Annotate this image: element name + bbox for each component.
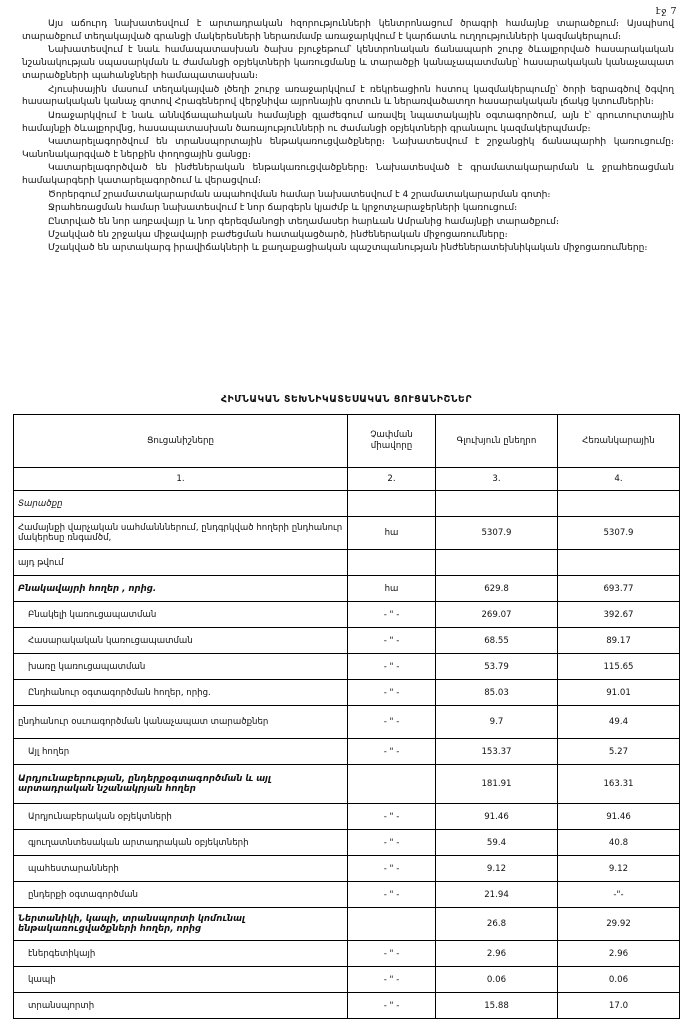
row-unit: հա xyxy=(348,517,436,550)
row-label: Բնակելի կառուցապատման xyxy=(14,602,348,628)
row-label: ընդհանուր օսւոագործման կանաչապատ տարածքներ xyxy=(14,706,348,739)
row-value-prospective: -"- xyxy=(558,882,680,908)
row-label: Հասարակական կառուցապատման xyxy=(14,628,348,654)
numbering-1: 1. xyxy=(14,468,348,491)
table-title: ՀԻՄՆԱԿԱՆ ՏԵԽՆԻԿԱՏԵՍԱԿԱՆ ՑՈՒՑԱՆԻՇՆԵՐ xyxy=(220,394,473,405)
row-value-prospective: 0.06 xyxy=(558,967,680,993)
row-unit: - " - xyxy=(348,706,436,739)
row-value-prospective xyxy=(558,550,680,576)
row-value-current: 0.06 xyxy=(436,967,558,993)
row-value-current: 15.88 xyxy=(436,993,558,1019)
row-value-prospective: 49.4 xyxy=(558,706,680,739)
row-unit: - " - xyxy=(348,993,436,1019)
row-unit: - " - xyxy=(348,628,436,654)
paragraph: Ընտրված են նոր աղբավայր և նոր գերեզմանոցի տեղամասեր հարևան Ամրանից համայնքի տարածքում։ xyxy=(48,216,559,227)
row-label: Ընդհանուր օգտագործման հողեր, որից. xyxy=(14,680,348,706)
row-value-current: 91.46 xyxy=(436,804,558,830)
table-row xyxy=(14,804,680,830)
paragraph: Ծորերգում շրամատակարարման ապահովման համար նախատեսվում է 4 շրամատակարարման գոտի։ xyxy=(48,189,551,200)
paragraph: Այս աճուրդ նախատեսվում է արտադրական հզորությունների կենտրոնացում ծրագրի համայնք տարածքում։ Այսպիսով տարածքում տեղակայված գրանցի մակերեսների ներառմամբ առաջարկվում է կարճատև ուղղությունների կազմակերպում։ xyxy=(22,19,674,42)
row-value-current: 59.4 xyxy=(436,830,558,856)
row-unit xyxy=(348,908,436,941)
row-label: Բնակավայրի հողեր , որից. xyxy=(14,576,348,602)
table-row xyxy=(14,882,680,908)
row-value-current: 9.7 xyxy=(436,706,558,739)
row-label: ընդերքի օգտագործման xyxy=(14,882,348,908)
row-label: պահեստարանների xyxy=(14,856,348,882)
row-value-current: 21.94 xyxy=(436,882,558,908)
body-text-block xyxy=(22,18,674,256)
table-numbering-row xyxy=(14,468,680,491)
row-unit: - " - xyxy=(348,680,436,706)
row-unit: - " - xyxy=(348,882,436,908)
row-value-prospective: 9.12 xyxy=(558,856,680,882)
row-value-prospective: 392.67 xyxy=(558,602,680,628)
header-unit: Չափման միավորը xyxy=(348,415,436,468)
row-value-prospective: 17.0 xyxy=(558,993,680,1019)
row-label: այդ թվում xyxy=(14,550,348,576)
row-unit xyxy=(348,550,436,576)
table-row xyxy=(14,941,680,967)
row-unit: - " - xyxy=(348,830,436,856)
row-label: Այլ հողեր xyxy=(14,739,348,765)
row-value-current: 181.91 xyxy=(436,765,558,804)
paragraph: Նախատեսվում է նաև համապատասխան ծախս բյուջեթում՝ կենտրոնական ճանապարհ շուրջ ծևալքորված հասարակական նշանակության սպասարկման և ժամանցի օբյեկտների կառուցմանը և տարածքի կանաչապատմանը՝ հասարակական կանաչապատ տարածքների պահանջների համապատասխան։ xyxy=(22,45,674,82)
row-unit xyxy=(348,491,436,517)
table-row xyxy=(14,993,680,1019)
row-label: Արդյունաբերական օբյեկտների xyxy=(14,804,348,830)
table-row xyxy=(14,654,680,680)
row-label: Համայնքի վարչական սահմանններում, ընդգրկված հողերի ընդհանուր մակերեսը ռնգամծմ, xyxy=(14,517,348,550)
row-value-current: 153.37 xyxy=(436,739,558,765)
numbering-3: 3. xyxy=(436,468,558,491)
paragraph: Կատարելագործված են ինժեներական ենթակառուցվածքները։ Նախատեսված է գրամատակարարման և ջրահեռացման համակարգերի կատարելագործում և վերացվում։ xyxy=(22,163,674,187)
row-unit: - " - xyxy=(348,967,436,993)
paragraph: Մշակված են շրջակա միջավայրի բաժեցման հատակացծարծ, ինժեներական միջոցառումները։ xyxy=(48,230,508,240)
row-label: Տարածքը xyxy=(14,491,348,517)
indicators-table xyxy=(13,414,680,1019)
table-row xyxy=(14,967,680,993)
row-value-current: 68.55 xyxy=(436,628,558,654)
paragraph: Առաջարկվում է նաև աննվճապահական համայնքի գլաժեգում առավել նպատակային օգտագործում, այն է՝ գրուտուրտային համայնքի ծևալքորվնց, հասապատասխան ծառայությունների ու ժամանցի օբյեկտների գրանալու կազմակերպմամբ։ xyxy=(22,110,674,134)
row-value-prospective: 163.31 xyxy=(558,765,680,804)
row-unit: - " - xyxy=(348,602,436,628)
table-header-row xyxy=(14,415,680,468)
row-value-current: 269.07 xyxy=(436,602,558,628)
row-label: էներգետիկայի xyxy=(14,941,348,967)
row-label: Ներտանիկի, կապի, տրանսպորտի կոմունալ ենթակառուցվածքների հողեր, որից xyxy=(14,908,348,941)
row-label: գյուղատնտեսական արտադրական օբյեկտների xyxy=(14,830,348,856)
table-row xyxy=(14,550,680,576)
row-value-prospective: 5307.9 xyxy=(558,517,680,550)
row-value-prospective: 91.46 xyxy=(558,804,680,830)
row-value-current xyxy=(436,491,558,517)
row-value-prospective: 40.8 xyxy=(558,830,680,856)
row-label: կապի xyxy=(14,967,348,993)
row-unit xyxy=(348,765,436,804)
paragraph: Մշակված են արտակարգ իրավիճակների և քաղաքացիական պաշտպանության ինժեներատեխնիկական միջոցառումները։ xyxy=(48,243,648,254)
paragraph: Հյուսիսային մասում տեղակայված լծեղի շուրջ առաջարկվում է ռեկրեացիոն հստուլ կազմակերպումը՝ ծորի եզրագծով ծգվող հասարակական կանաչ գոտով Հրագեներով վերջնիվա այրոնային գոտուն և ներառվածատղո հասարակական լճակց կտումներին։ xyxy=(22,84,674,108)
row-value-current xyxy=(436,550,558,576)
row-value-prospective: 115.65 xyxy=(558,654,680,680)
table-row xyxy=(14,628,680,654)
row-value-prospective xyxy=(558,491,680,517)
row-value-current: 629.8 xyxy=(436,576,558,602)
row-value-current: 53.79 xyxy=(436,654,558,680)
table-row xyxy=(14,830,680,856)
row-value-current: 85.03 xyxy=(436,680,558,706)
row-value-prospective: 29.92 xyxy=(558,908,680,941)
table-row xyxy=(14,908,680,941)
row-label: խառը կառուցապատման xyxy=(14,654,348,680)
table-row xyxy=(14,765,680,804)
row-unit: - " - xyxy=(348,856,436,882)
row-value-current: 2.96 xyxy=(436,941,558,967)
table-row xyxy=(14,856,680,882)
row-value-prospective: 2.96 xyxy=(558,941,680,967)
table-row xyxy=(14,602,680,628)
table-row xyxy=(14,576,680,602)
row-unit: - " - xyxy=(348,941,436,967)
row-value-current: 5307.9 xyxy=(436,517,558,550)
table-row xyxy=(14,491,680,517)
table-row xyxy=(14,517,680,550)
row-value-current: 9.12 xyxy=(436,856,558,882)
row-unit: - " - xyxy=(348,654,436,680)
header-current: Գլուխյուն ընեղրո xyxy=(436,415,558,468)
row-value-prospective: 89.17 xyxy=(558,628,680,654)
row-label: տրանսպորտի xyxy=(14,993,348,1019)
paragraph: Կատարելագործվում են տրանսպորտային ենթակառուցվածքները։ Նախատեսվում է շրջանցիկ ճանապարհի կառուցումը։ Կանոնակարգված է ներքին փողոցային ցանցը։ xyxy=(22,137,674,161)
paragraph: Ջրահեռացման համար նախատեսվում է նոր ճարգերն կյաժմբ և կրջոտչարաջերների կառուցում։ xyxy=(48,203,518,214)
table-body xyxy=(14,491,680,1019)
row-unit: - " - xyxy=(348,804,436,830)
page-number: էջ 7 xyxy=(655,6,677,17)
table-row xyxy=(14,680,680,706)
header-prospective: Հեռանկարային xyxy=(558,415,680,468)
row-value-prospective: 91.01 xyxy=(558,680,680,706)
table-row xyxy=(14,706,680,739)
row-value-prospective: 5.27 xyxy=(558,739,680,765)
row-label: Արդյունաբերության, ընդերքօգտագործման և այլ արտադրական նշանակրյան հողեր xyxy=(14,765,348,804)
table-row xyxy=(14,739,680,765)
row-unit: - " - xyxy=(348,739,436,765)
row-value-current: 26.8 xyxy=(436,908,558,941)
header-indicators: Ցուցանիշները xyxy=(14,415,348,468)
row-value-prospective: 693.77 xyxy=(558,576,680,602)
row-unit: հա xyxy=(348,576,436,602)
numbering-2: 2. xyxy=(348,468,436,491)
numbering-4: 4. xyxy=(558,468,680,491)
